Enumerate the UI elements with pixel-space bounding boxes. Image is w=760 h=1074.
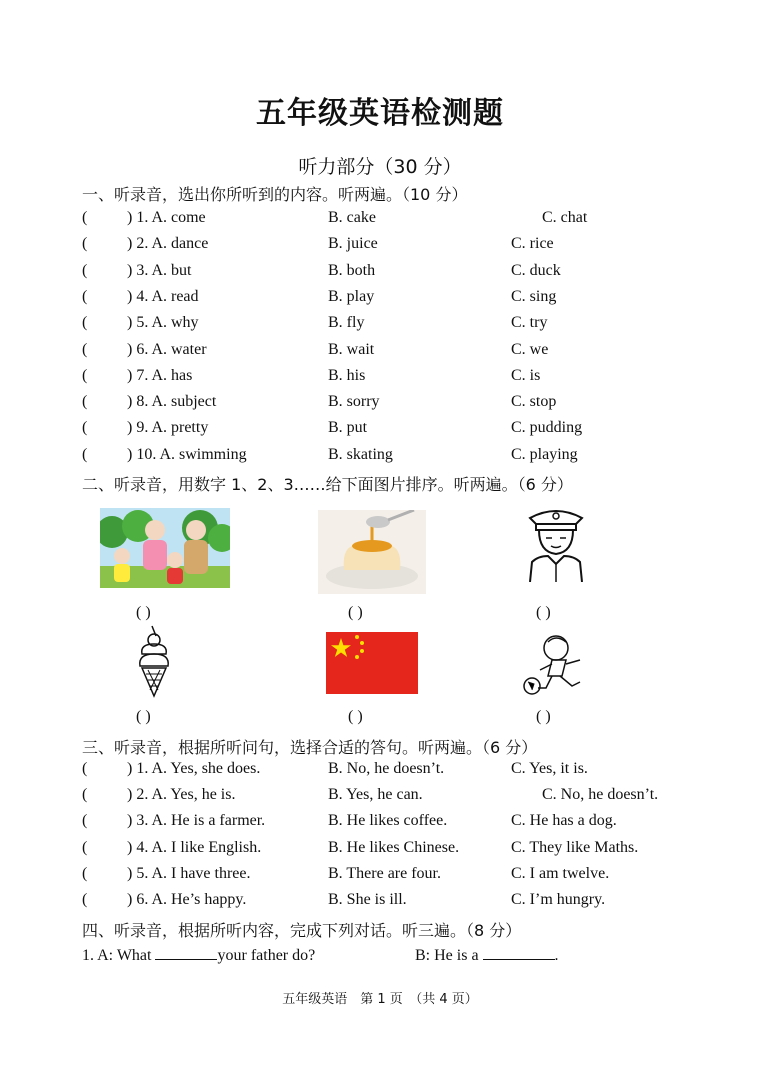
option-b: B. No, he doesn’t.: [328, 760, 445, 777]
option-b: B. She is ill.: [328, 891, 407, 908]
picture-3-answer[interactable]: ( ): [536, 604, 551, 621]
option-b: B. fly: [328, 314, 365, 332]
option-b: B. juice: [328, 235, 378, 253]
listening-3-question-4: [82, 839, 722, 865]
answer-bracket[interactable]: (: [82, 864, 88, 882]
option-a: ) 6. A. He’s happy.: [127, 891, 247, 908]
option-b: B. play: [328, 287, 375, 305]
option-b: B. wait: [328, 340, 375, 358]
option-b: B. his: [328, 366, 366, 384]
answer-bracket[interactable]: (: [82, 891, 88, 908]
section-4-heading: 四、听录音，根据所听内容，完成下列对话。听三遍。（8 分）: [82, 921, 522, 940]
section-subtitle: 听力部分（30 分）: [298, 156, 462, 178]
option-c: C. Yes, it is.: [511, 760, 588, 777]
dialogue-1-question-start: 1. A: What: [82, 947, 152, 964]
picture-6-answer[interactable]: ( ): [536, 708, 551, 725]
answer-bracket[interactable]: (: [82, 838, 88, 856]
listening-3-question-6: [82, 891, 722, 917]
option-b: B. skating: [328, 445, 393, 463]
option-c: C. duck: [511, 261, 561, 279]
option-a: ) 10. A. swimming: [127, 445, 247, 463]
option-b: B. cake: [328, 209, 376, 226]
answer-bracket[interactable]: (: [82, 314, 88, 332]
option-b: B. There are four.: [328, 864, 441, 882]
listening-3-question-3: [82, 812, 722, 838]
answer-bracket[interactable]: (: [82, 340, 88, 358]
answer-bracket[interactable]: (: [82, 760, 88, 777]
option-c: C. They like Maths.: [511, 838, 639, 856]
answer-bracket[interactable]: (: [82, 419, 88, 437]
dialogue-1-blank-1[interactable]: [155, 945, 217, 960]
listening-3-question-5: [82, 865, 722, 891]
listening-1-question-4: [82, 288, 722, 314]
option-c: C. is: [511, 366, 541, 384]
section-1-heading: 一、听录音，选出你所听到的内容。听两遍。（10 分）: [82, 185, 468, 204]
china-flag-picture: [326, 632, 418, 694]
answer-bracket[interactable]: (: [82, 393, 88, 411]
option-a: ) 1. A. come: [127, 209, 206, 226]
answer-bracket[interactable]: (: [82, 812, 88, 830]
option-a: ) 4. A. I like English.: [127, 838, 262, 856]
option-c: C. stop: [511, 393, 557, 411]
option-c: C. He has a dog.: [511, 812, 617, 830]
police-officer-picture: [524, 504, 588, 582]
option-a: ) 3. A. but: [127, 261, 192, 279]
option-c: C. we: [511, 340, 549, 358]
listening-1-question-8: [82, 393, 722, 419]
dialogue-1-blank-2[interactable]: [483, 945, 555, 960]
dialogue-1-question-end: your father do?: [217, 947, 316, 964]
option-c: C. try: [511, 314, 548, 332]
listening-1-question-7: [82, 367, 722, 393]
option-a: ) 5. A. I have three.: [127, 864, 251, 882]
option-b: B. both: [328, 261, 376, 279]
picture-1-answer[interactable]: ( ): [136, 604, 151, 621]
picture-5-answer[interactable]: ( ): [348, 708, 363, 725]
dialogue-1-answer: [415, 945, 559, 965]
listening-3-question-2: [82, 786, 722, 812]
option-b: B. Yes, he can.: [328, 786, 423, 804]
option-a: ) 1. A. Yes, she does.: [127, 760, 261, 777]
listening-1-question-2: [82, 235, 722, 261]
listening-1-question-5: [82, 314, 722, 340]
option-b: B. sorry: [328, 393, 380, 411]
listening-1-question-3: [82, 262, 722, 288]
answer-bracket[interactable]: (: [82, 366, 88, 384]
option-a: ) 4. A. read: [127, 287, 199, 305]
page-title: 五年级英语检测题: [256, 96, 504, 131]
answer-bracket[interactable]: (: [82, 786, 88, 804]
listening-1-question-9: [82, 419, 722, 445]
option-c: C. rice: [511, 235, 554, 253]
answer-bracket[interactable]: (: [82, 445, 88, 463]
ice-cream-picture: [136, 624, 172, 698]
dialogue-1-answer-start: B: He is a: [415, 947, 479, 964]
option-c: C. chat: [542, 209, 588, 226]
option-a: ) 8. A. subject: [127, 393, 217, 411]
boy-playing-football-picture: [522, 630, 596, 696]
answer-bracket[interactable]: (: [82, 209, 88, 226]
option-c: C. No, he doesn’t.: [542, 786, 659, 804]
option-c: C. pudding: [511, 419, 583, 437]
option-a: ) 5. A. why: [127, 314, 199, 332]
option-a: ) 2. A. Yes, he is.: [127, 786, 236, 804]
listening-1-question-10: [82, 446, 722, 472]
answer-bracket[interactable]: (: [82, 287, 88, 305]
section-2-heading: 二、听录音，用数字 1、2、3……给下面图片排序。听两遍。（6 分）: [82, 475, 573, 494]
option-c: C. I am twelve.: [511, 864, 610, 882]
listening-3-question-1: [82, 760, 722, 786]
answer-bracket[interactable]: (: [82, 235, 88, 253]
option-a: ) 3. A. He is a farmer.: [127, 812, 266, 830]
option-a: ) 7. A. has: [127, 366, 193, 384]
dialogue-1-answer-end: .: [554, 947, 559, 964]
option-b: B. He likes coffee.: [328, 812, 448, 830]
listening-1-question-1: [82, 209, 722, 235]
option-a: ) 9. A. pretty: [127, 419, 209, 437]
answer-bracket[interactable]: (: [82, 261, 88, 279]
option-a: ) 2. A. dance: [127, 235, 209, 253]
section-3-heading: 三、听录音，根据所听问句，选择合适的答句。听两遍。（6 分）: [82, 738, 538, 757]
option-c: C. playing: [511, 445, 578, 463]
option-a: ) 6. A. water: [127, 340, 207, 358]
family-picture: [100, 508, 230, 588]
option-b: B. He likes Chinese.: [328, 838, 460, 856]
option-c: C. sing: [511, 287, 557, 305]
pudding-picture: [318, 510, 426, 594]
option-b: B. put: [328, 419, 368, 437]
listening-1-question-6: [82, 341, 722, 367]
picture-2-answer[interactable]: ( ): [348, 604, 363, 621]
page-footer: 五年级英语 第 1 页 （共 4 页）: [282, 992, 478, 1007]
picture-4-answer[interactable]: ( ): [136, 708, 151, 725]
dialogue-1: [82, 945, 315, 965]
option-c: C. I’m hungry.: [511, 891, 606, 908]
